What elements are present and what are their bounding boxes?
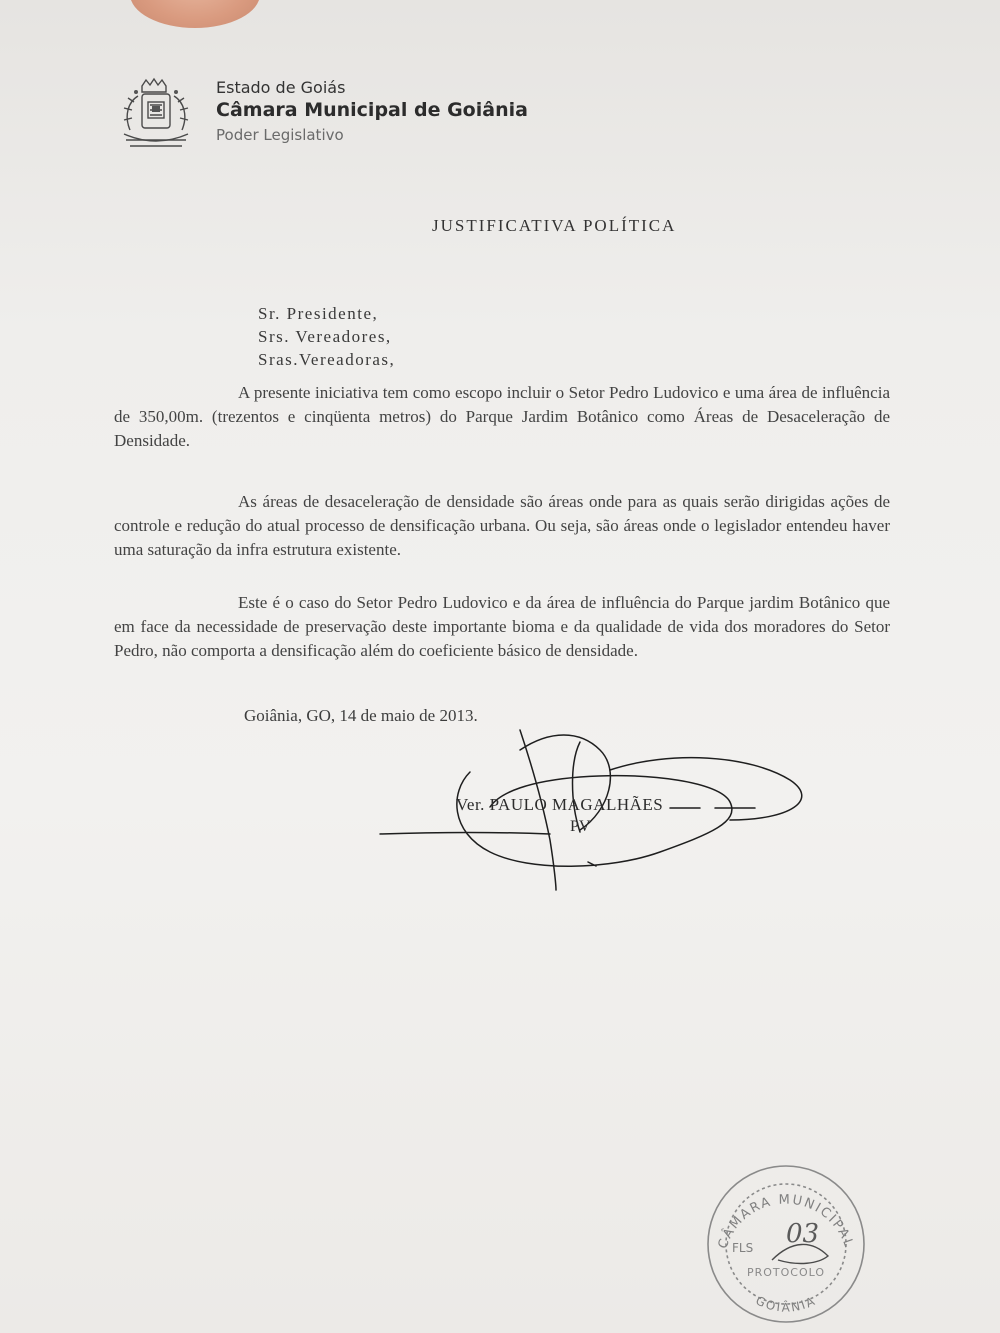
- chamber-name: Câmara Municipal de Goiânia: [216, 99, 528, 121]
- municipal-coat-of-arms-icon: [112, 72, 200, 156]
- body-paragraph: Este é o caso do Setor Pedro Ludovico e da área de influência do Parque jardim Botânico que em face da necessidade de preservação deste importante bioma e da qualidade de vida dos moradores do Setor Pedro, não comporta a densificação além do coeficiente básico de densidade.: [114, 593, 890, 660]
- power-name: Poder Legislativo: [216, 126, 344, 144]
- salutation: [258, 302, 395, 371]
- letterhead: [216, 78, 528, 148]
- stamp-middle-text: PROTOCOLO: [746, 1266, 826, 1279]
- body-paragraph: As áreas de desaceleração de densidade são áreas onde para as quais serão dirigidas ações de controle e redução do atual processo de densificação urbana. Ou seja, são áreas onde o legislador entendeu haver uma saturação da infra estrutura existente.: [114, 492, 890, 559]
- document-title: JUSTIFICATIVA POLÍTICA: [432, 216, 677, 235]
- stamp-bottom-text: GOIÂNIA: [753, 1293, 819, 1315]
- signer-name: Ver. PAULO MAGALHÃES: [456, 795, 664, 814]
- stamp-fls-label: FLS: [732, 1241, 754, 1255]
- signer-party: PV: [570, 818, 591, 835]
- salutation-line: Sr. Presidente,: [258, 304, 379, 323]
- state-name: Estado de Goiás: [216, 78, 346, 97]
- protocol-stamp-icon: [702, 1160, 870, 1328]
- date-line: Goiânia, GO, 14 de maio de 2013.: [244, 706, 478, 725]
- salutation-line: Srs. Vereadores,: [258, 327, 392, 346]
- svg-text:GOIÂNIA: [753, 1293, 818, 1314]
- finger-shadow: [130, 0, 260, 28]
- salutation-line: Sras.Vereadoras,: [258, 350, 396, 369]
- stamp-page-number: 03: [786, 1219, 820, 1249]
- body-paragraph: A presente iniciativa tem como escopo incluir o Setor Pedro Ludovico e uma área de influência de 350,00m. (trezentos e cinqüenta metros) do Parque Jardim Botânico como Áreas de Desaceleração de Densidade.: [114, 383, 890, 450]
- stamp-top-text: CÂMARA MUNICIPAL: [715, 1192, 857, 1251]
